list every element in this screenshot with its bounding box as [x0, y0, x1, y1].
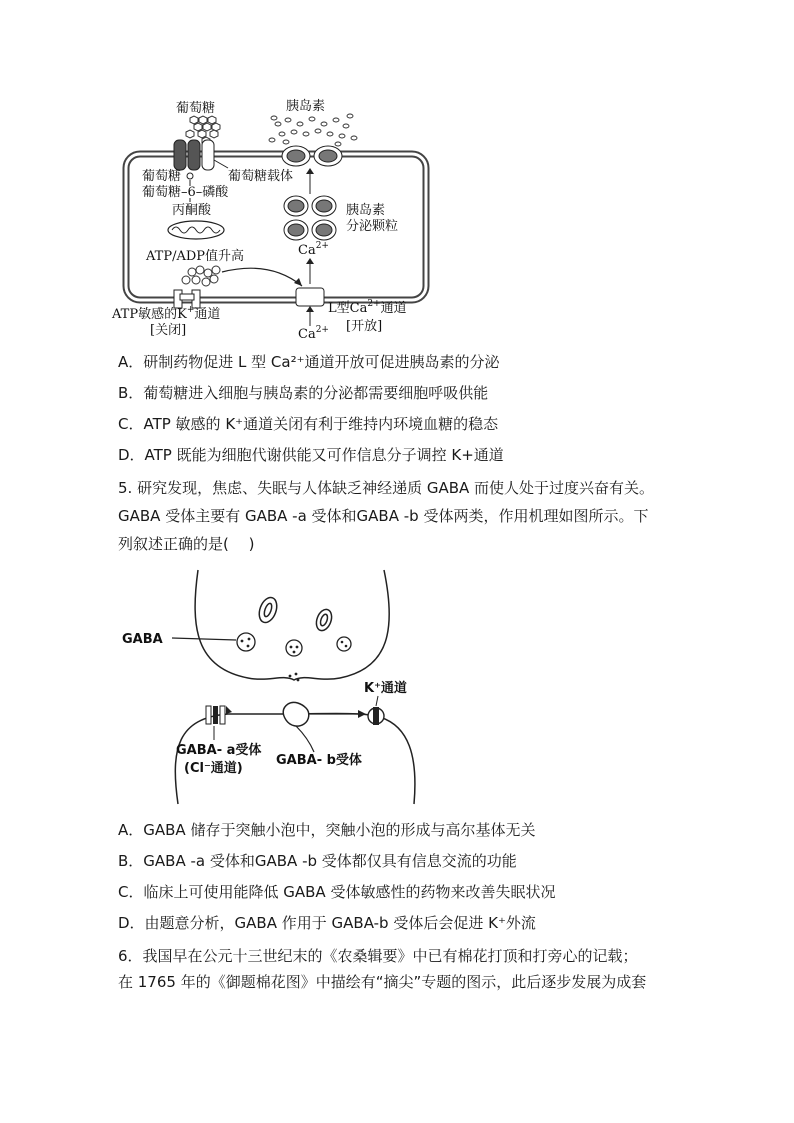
- ltype-state: [开放]: [346, 319, 383, 334]
- glucose-carrier-label: 葡萄糖载体: [228, 169, 294, 184]
- glucose-inside-label: 葡萄糖: [142, 169, 182, 184]
- atp-molecules: [182, 266, 220, 286]
- q5-option-d: D．由题意分析，GABA 作用于 GABA-b 受体后会促进 K⁺外流: [118, 914, 536, 932]
- q4-option-d: D．ATP 既能为细胞代谢供能又可作信息分子调控 K+通道: [118, 446, 504, 464]
- q5-stem-line-3: 列叙述正确的是( ): [118, 535, 255, 553]
- q5-option-c: C．临床上可使用能降低 GABA 受体敏感性的药物来改善失眠状况: [118, 883, 556, 901]
- pyruvate-label: 丙酮酸: [172, 203, 212, 218]
- beta-cell-diagram: [110, 94, 440, 344]
- katp-label: ATP敏感的K+通道: [112, 305, 221, 322]
- l-type-ca-channel: [296, 288, 324, 306]
- gaba-label: GABA: [122, 632, 163, 647]
- ltype-label: L型$Ca^{2+}$通道: [328, 299, 407, 316]
- q4-option-a: A．研制药物促进 L 型 Ca²⁺通道开放可促进胰岛素的分泌: [118, 353, 500, 371]
- insulin-molecules: [269, 114, 357, 146]
- gaba-a-label: GABA- a受体: [176, 743, 262, 758]
- cl-channel-label: (Cl⁻通道): [184, 761, 243, 776]
- q5-option-b: B．GABA -a 受体和GABA -b 受体都仅具有信息交流的功能: [118, 852, 517, 870]
- insulin-label: 胰岛素: [286, 99, 326, 114]
- mitochondria: [256, 595, 334, 633]
- atp-ratio-label: ATP/ADP值升高: [146, 249, 245, 264]
- q4-option-c: C．ATP 敏感的 K⁺通道关闭有利于维持内环境血糖的稳态: [118, 415, 499, 433]
- q5-option-a: A．GABA 储存于突触小泡中，突触小泡的形成与高尔基体无关: [118, 821, 536, 839]
- glucose-carrier: [174, 140, 214, 170]
- presynaptic-terminal: [195, 570, 389, 680]
- q5-stem-line-2: GABA 受体主要有 GABA -a 受体和GABA -b 受体两类，作用机理如图所示。下: [118, 507, 649, 525]
- ca-outside-label: $Ca^{2+}$: [298, 325, 329, 342]
- q6-line-2: 在 1765 年的《御题棉花图》中描绘有“摘尖”专题的图示，此后逐步发展为成套: [118, 973, 647, 991]
- gaba-synapse-diagram: [118, 568, 438, 806]
- k-channel-label: K⁺通道: [364, 681, 407, 696]
- katp-state: [关闭]: [150, 323, 187, 338]
- granule-label-1: 胰岛素: [346, 203, 386, 218]
- glucose-outside-label: 葡萄糖: [176, 101, 216, 116]
- insulin-granules: [282, 146, 342, 240]
- mitochondrion: [168, 221, 224, 239]
- q5-stem-line-1: 5. 研究发现，焦虑、失眠与人体缺乏神经递质 GABA 而使人处于过度兴奋有关。: [118, 479, 655, 497]
- ca-inside-label: $Ca^{2+}$: [298, 241, 329, 258]
- q4-option-b: B．葡萄糖进入细胞与胰岛素的分泌都需要细胞呼吸供能: [118, 384, 489, 402]
- gaba-b-receptor: [283, 702, 309, 726]
- k-channel: [368, 707, 384, 725]
- gaba-b-label: GABA- b受体: [276, 753, 362, 768]
- granule-label-2: 分泌颗粒: [346, 219, 399, 234]
- g6p-label: 葡萄糖–6–磷酸: [142, 185, 229, 200]
- q6-line-1: 6．我国早在公元十三世纪末的《农桑辑要》中已有棉花打顶和打旁心的记载；: [118, 947, 638, 965]
